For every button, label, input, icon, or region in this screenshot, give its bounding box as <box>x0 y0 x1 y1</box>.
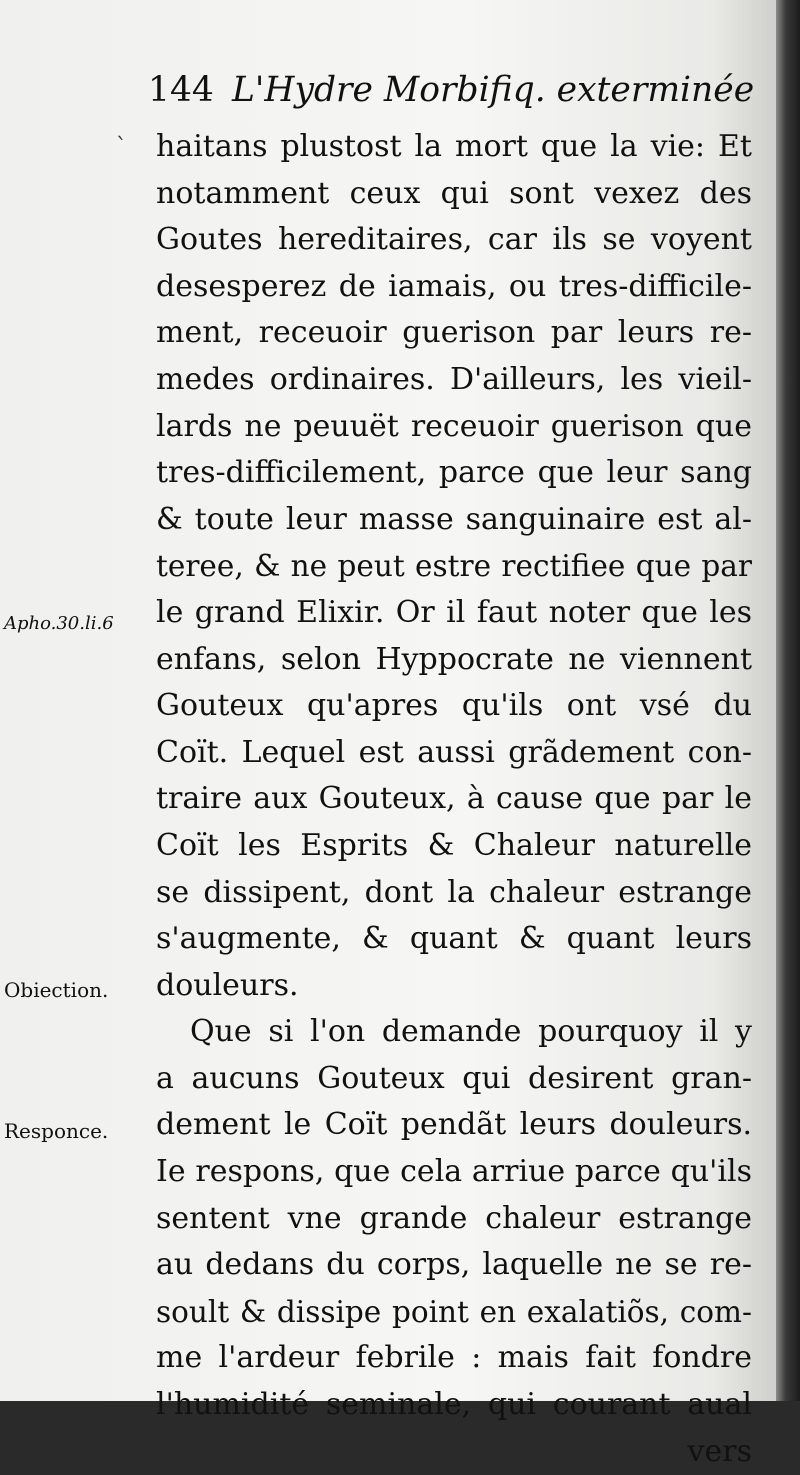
text-line: sentent vne grande chaleur estrange <box>156 1200 752 1236</box>
text-line: Coït les Esprits & Chaleur naturelle <box>156 827 752 863</box>
catchword: vers <box>687 1433 752 1469</box>
text-line: enfans, selon Hyppocrate ne viennent <box>156 641 752 677</box>
text-line: s'augmente, & quant & quant leurs <box>156 921 752 957</box>
text-line: Ie respons, que cela arriue parce qu'ils <box>156 1154 752 1190</box>
body-text <box>156 124 752 1475</box>
text-line: l'humidité seminale, qui courant aual <box>156 1387 752 1423</box>
book-gutter <box>776 0 800 1401</box>
text-line: haitans plustost la mort que la vie: Et <box>156 129 752 164</box>
text-line: se dissipent, dont la chaleur estrange <box>156 874 752 910</box>
text-line: teree, & ne peut estre rectifiee que par <box>156 549 752 584</box>
text-line: dement le Coït pendãt leurs douleurs. <box>156 1107 752 1143</box>
text-line: Que si l'on demande pourquoy il y <box>190 1014 752 1050</box>
text-line: douleurs. <box>156 967 299 1003</box>
margin-note-response: Responce. <box>4 1119 109 1143</box>
text-line: ment, receuoir guerison par leurs re- <box>156 315 752 351</box>
text-line: medes ordinaires. D'ailleurs, les vieil- <box>156 361 752 397</box>
text-line: lards ne peuuët receuoir guerison que <box>156 408 752 444</box>
text-line: le grand Elixir. Or il faut noter que les <box>156 594 752 630</box>
text-line: notamment ceux qui sont vexez des <box>156 175 752 211</box>
text-line: a aucuns Gouteux qui desirent gran- <box>156 1060 752 1096</box>
text-line: tres-difficilement, parce que leur sang <box>156 455 752 491</box>
line-mark-icon: ` <box>116 135 127 160</box>
text-line: traire aux Gouteux, à cause que par le <box>156 781 752 817</box>
margin-note-aphorism: Apho.30.li.6 <box>4 613 114 634</box>
text-line: desesperez de iamais, ou tres-difficile- <box>156 268 752 304</box>
page-number: 144 <box>148 70 214 110</box>
margin-note-objection: Obiection. <box>4 978 109 1002</box>
running-head <box>148 62 758 118</box>
text-line: Gouteux qu'apres qu'ils ont vsé du <box>156 688 752 724</box>
text-line: me l'ardeur febrile : mais fait fondre <box>156 1340 752 1376</box>
text-line: au dedans du corps, laquelle ne se re- <box>156 1247 752 1283</box>
text-line: & toute leur masse sanguinaire est al- <box>156 501 752 537</box>
text-line: Goutes hereditaires, car ils se voyent <box>156 222 752 258</box>
text-line: Coït. Lequel est aussi grãdement con- <box>156 734 752 770</box>
running-title: L'Hydre Morbifiq. exterminée <box>232 70 755 110</box>
text-line: soult & dissipe point en exalatiõs, com- <box>156 1294 752 1329</box>
